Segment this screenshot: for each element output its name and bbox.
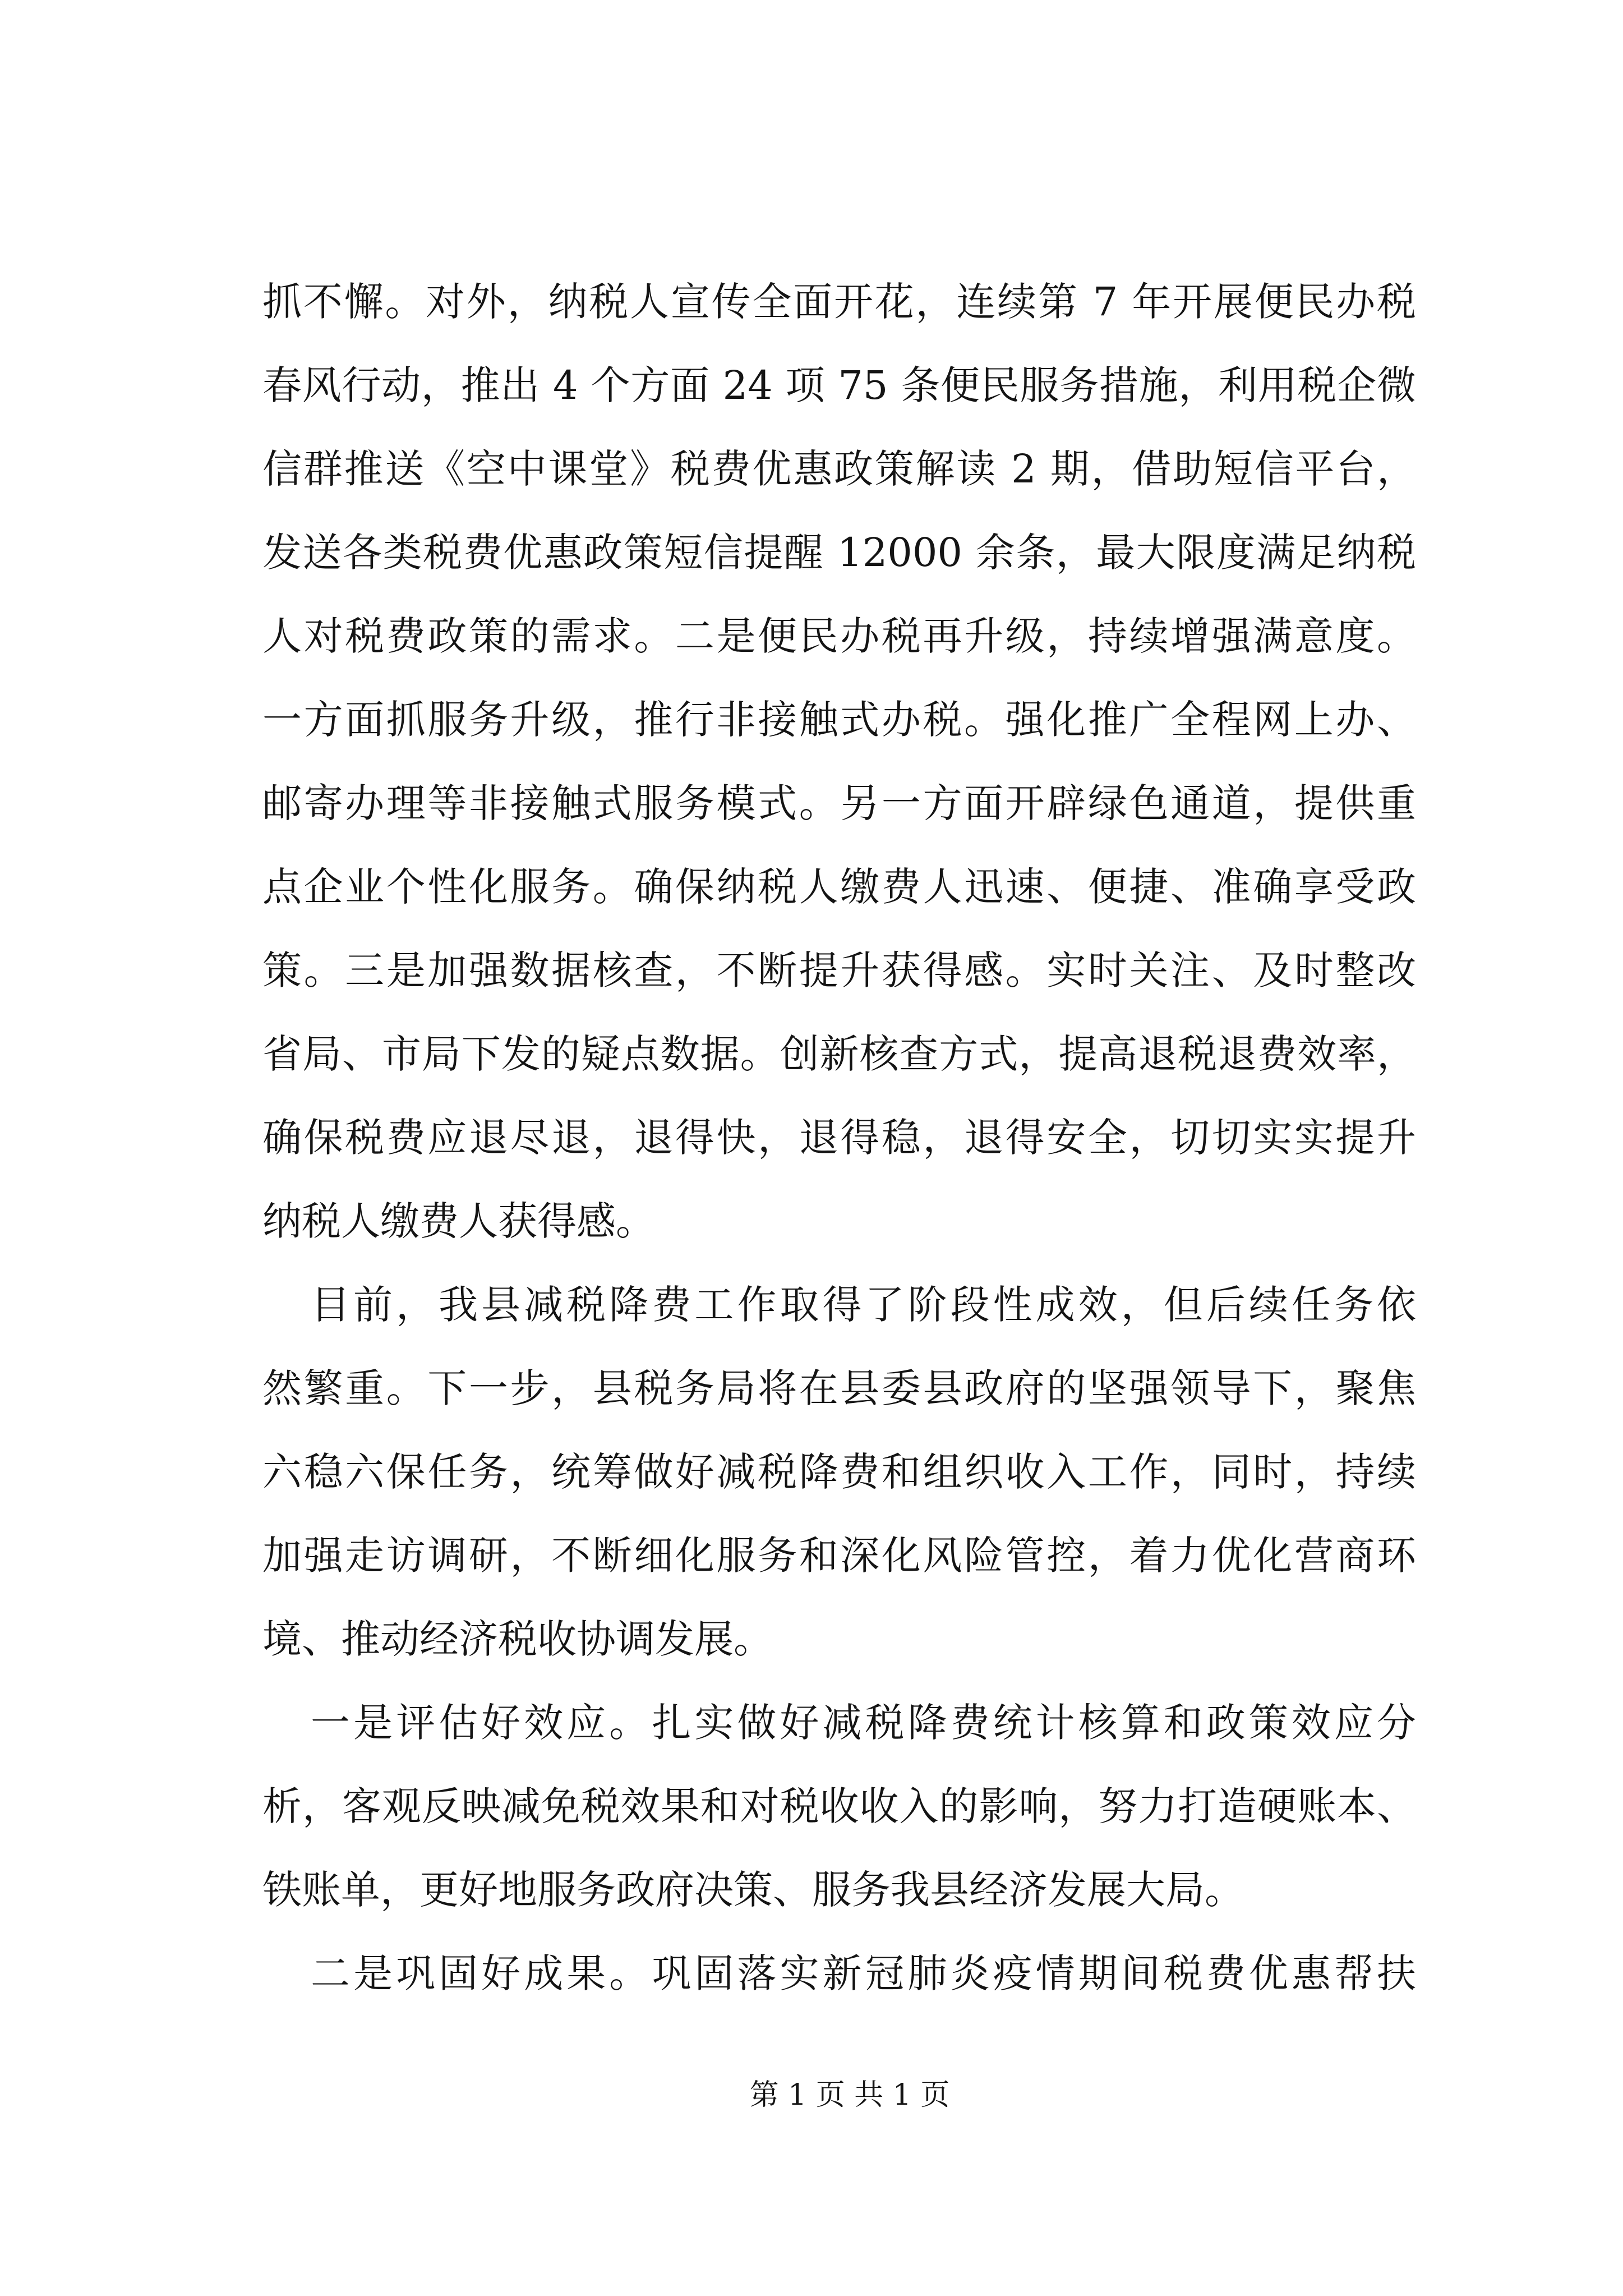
page-number-footer: 第 1 页 共 1 页 [749,2078,950,2112]
text-line: 加强走访调研，不断细化服务和深化风险管控，着力优化营商环 [262,1533,1416,1579]
text-line: 目前，我县减税降费工作取得了阶段性成效，但后续任务依 [311,1282,1416,1328]
text-line: 纳税人缴费人获得感。 [262,1198,655,1244]
text-line: 境、推动经济税收协调发展。 [262,1616,773,1662]
paragraph [262,1263,1416,1681]
text-line: 一是评估好效应。扎实做好减税降费统计核算和政策效应分 [311,1700,1416,1746]
paragraph [262,1932,1416,2016]
text-line: 抓不懈。对外，纳税人宣传全面开花，连续第 7 年开展便民办税 [262,279,1416,325]
text-line: 信群推送《空中课堂》税费优惠政策解读 2 期，借助短信平台， [262,446,1416,492]
text-line: 铁账单，更好地服务政府决策、服务我县经济发展大局。 [262,1867,1244,1913]
text-line: 一方面抓服务升级，推行非接触式办税。强化推广全程网上办、 [262,697,1416,743]
text-line: 发送各类税费优惠政策短信提醒 12000 余条，最大限度满足纳税 [262,530,1416,576]
text-line: 确保税费应退尽退，退得快，退得稳，退得安全，切切实实提升 [262,1115,1416,1161]
text-line: 六稳六保任务，统筹做好减税降费和组织收入工作，同时，持续 [262,1449,1416,1495]
text-line: 省局、市局下发的疑点数据。创新核查方式，提高退税退费效率， [262,1031,1416,1077]
text-line: 二是巩固好成果。巩固落实新冠肺炎疫情期间税费优惠帮扶 [311,1950,1416,1996]
text-line: 点企业个性化服务。确保纳税人缴费人迅速、便捷、准确享受政 [262,864,1416,910]
paragraph [262,1681,1416,1932]
text-line: 然繁重。下一步，县税务局将在县委县政府的坚强领导下，聚焦 [262,1365,1416,1411]
text-line: 人对税费政策的需求。二是便民办税再升级，持续增强满意度。 [262,613,1416,659]
document-body [262,260,1416,2016]
text-line: 春风行动，推出 4 个方面 24 项 75 条便民服务措施，利用税企微 [262,362,1416,408]
text-line: 析，客观反映减免税效果和对税收收入的影响，努力打造硬账本、 [262,1783,1416,1829]
text-line: 邮寄办理等非接触式服务模式。另一方面开辟绿色通道，提供重 [262,780,1416,826]
paragraph [262,260,1416,1263]
text-line: 策。三是加强数据核查，不断提升获得感。实时关注、及时整改 [262,947,1416,993]
